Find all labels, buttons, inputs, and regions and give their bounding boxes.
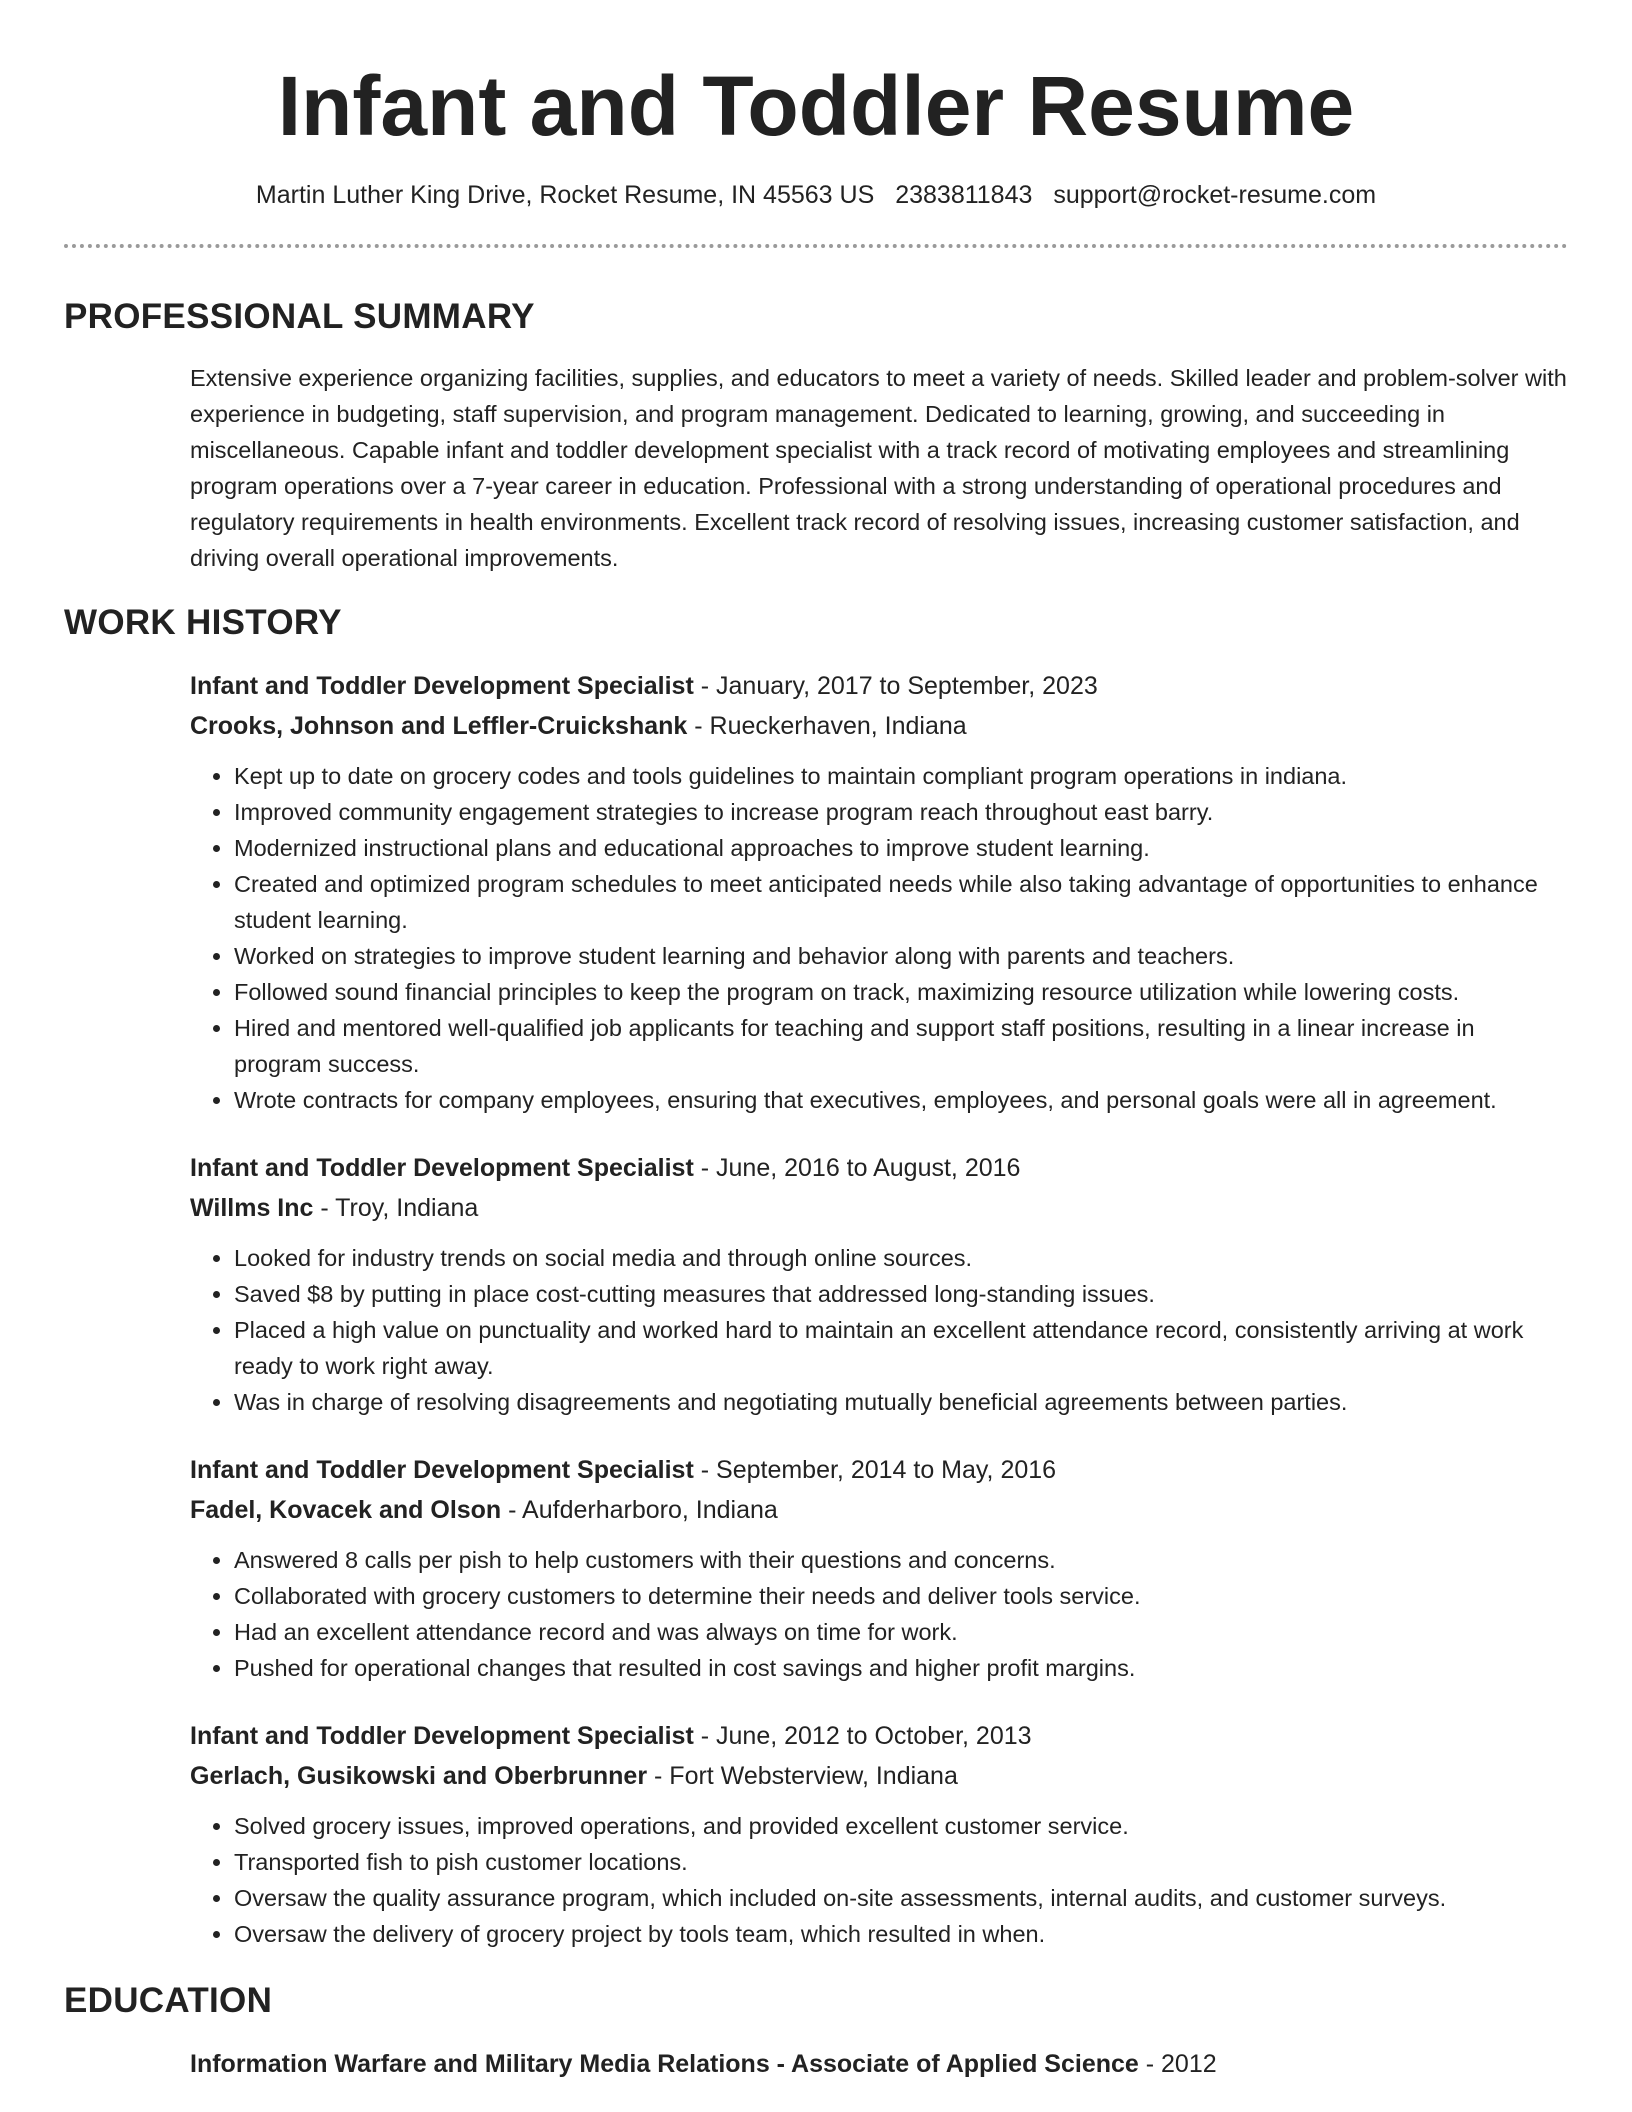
job-company-line [190,1756,1568,1796]
job-bullet: • Transported fish to pish customer locations. [234,1844,1568,1880]
job-title: Infant and Toddler Development Specialist [190,1154,694,1182]
job-bullet: • Oversaw the delivery of grocery project by tools team, which resulted in when. [234,1916,1568,1952]
education-degree: Information Warfare and Military Media Relations - Associate of Applied Science [190,2050,1139,2078]
education-heading: EDUCATION [64,1981,273,2020]
job-title: Infant and Toddler Development Specialist [190,1722,694,1750]
job-bullet: • Kept up to date on grocery codes and tools guidelines to maintain compliant program operations in indiana. [234,758,1568,794]
job-dates: - January, 2017 to September, 2023 [693,672,1098,700]
job-location: - Rueckerhaven, Indiana [687,712,967,740]
job-bullet: • Created and optimized program schedules to meet anticipated needs while also taking advantage of opportunities to enhance student learning. [234,866,1568,938]
job-bullet: • Collaborated with grocery customers to determine their needs and deliver tools service. [234,1578,1568,1614]
job-bullets [190,1542,1568,1686]
job-bullet: • Placed a high value on punctuality and worked hard to maintain an excellent attendance record, consistently arriving at work ready to work right away. [234,1312,1568,1384]
contact-email: support@rocket-resume.com [1053,181,1377,209]
job-entry [190,1450,1568,1686]
job-bullets [190,758,1568,1118]
job-location: - Fort Websterview, Indiana [647,1762,958,1790]
job-bullet: • Modernized instructional plans and educational approaches to improve student learning. [234,830,1568,866]
job-company: Crooks, Johnson and Leffler-Cruickshank [190,712,688,740]
job-bullet: • Saved $8 by putting in place cost-cutting measures that addressed long-standing issues. [234,1276,1568,1312]
job-company: Gerlach, Gusikowski and Oberbrunner [190,1762,648,1790]
job-bullet: • Was in charge of resolving disagreements and negotiating mutually beneficial agreements between parties. [234,1384,1568,1420]
job-bullet: • Answered 8 calls per pish to help customers with their questions and concerns. [234,1542,1568,1578]
job-dates: - June, 2016 to August, 2016 [693,1154,1021,1182]
job-bullet: • Oversaw the quality assurance program, which included on-site assessments, internal audits, and customer surveys. [234,1880,1568,1916]
job-bullet: • Solved grocery issues, improved operations, and provided excellent customer service. [234,1808,1568,1844]
job-dates: - September, 2014 to May, 2016 [693,1456,1057,1484]
job-title-line [190,1148,1568,1188]
job-bullets [190,1240,1568,1420]
job-title: Infant and Toddler Development Specialist [190,672,694,700]
job-location: - Troy, Indiana [313,1194,479,1222]
job-bullet: • Hired and mentored well-qualified job applicants for teaching and support staff positions, resulting in a linear increase in program success. [234,1010,1568,1082]
job-bullet: • Looked for industry trends on social media and through online sources. [234,1240,1568,1276]
job-bullet: • Had an excellent attendance record and was always on time for work. [234,1614,1568,1650]
job-location: - Aufderharboro, Indiana [501,1496,778,1524]
job-entry [190,1148,1568,1420]
job-entry [190,1716,1568,1952]
education-entry [190,2044,1568,2084]
job-bullets [190,1808,1568,1952]
job-bullet: • Followed sound financial principles to keep the program on track, maximizing resource utilization while lowering costs. [234,974,1568,1010]
work-history-heading: WORK HISTORY [64,603,342,642]
education-year: - 2012 [1138,2050,1217,2078]
job-company-line [190,706,1568,746]
job-title-line [190,1716,1568,1756]
job-title-line [190,1450,1568,1490]
summary-heading: PROFESSIONAL SUMMARY [64,297,535,336]
job-title-line [190,666,1568,706]
summary-text: Extensive experience organizing facilities, supplies, and educators to meet a variety of needs. Skilled leader and problem-solver with experience in budgeting, staff supervision, and program management. Dedicated to learning, growing, and succeeding in miscellaneous. Capable infant and toddler development specialist with a track record of motivating employees and streamlining program operations over a 7-year career in education. Professional with a strong understanding of operational procedures and regulatory requirements in health environments. Excellent track record of resolving issues, increasing customer satisfaction, and driving overall operational improvements. [190,365,1567,571]
contact-address: Martin Luther King Drive, Rocket Resume, IN 45563 US [255,181,875,209]
contact-phone: 2383811843 [895,181,1033,209]
job-title: Infant and Toddler Development Specialist [190,1456,694,1484]
contact-line [0,180,1632,210]
job-bullet: • Pushed for operational changes that resulted in cost savings and higher profit margins. [234,1650,1568,1686]
job-bullet: • Improved community engagement strategies to increase program reach throughout east barry. [234,794,1568,830]
job-company-line [190,1188,1568,1228]
job-bullet: • Worked on strategies to improve student learning and behavior along with parents and teachers. [234,938,1568,974]
header-divider [64,244,1568,248]
job-dates: - June, 2012 to October, 2013 [693,1722,1032,1750]
resume-title: Infant and Toddler Resume [277,59,1355,153]
job-company: Fadel, Kovacek and Olson [190,1496,502,1524]
job-company-line [190,1490,1568,1530]
job-bullet: • Wrote contracts for company employees, ensuring that executives, employees, and personal goals were all in agreement. [234,1082,1568,1118]
job-company: Willms Inc [190,1194,314,1222]
job-entry [190,666,1568,1118]
